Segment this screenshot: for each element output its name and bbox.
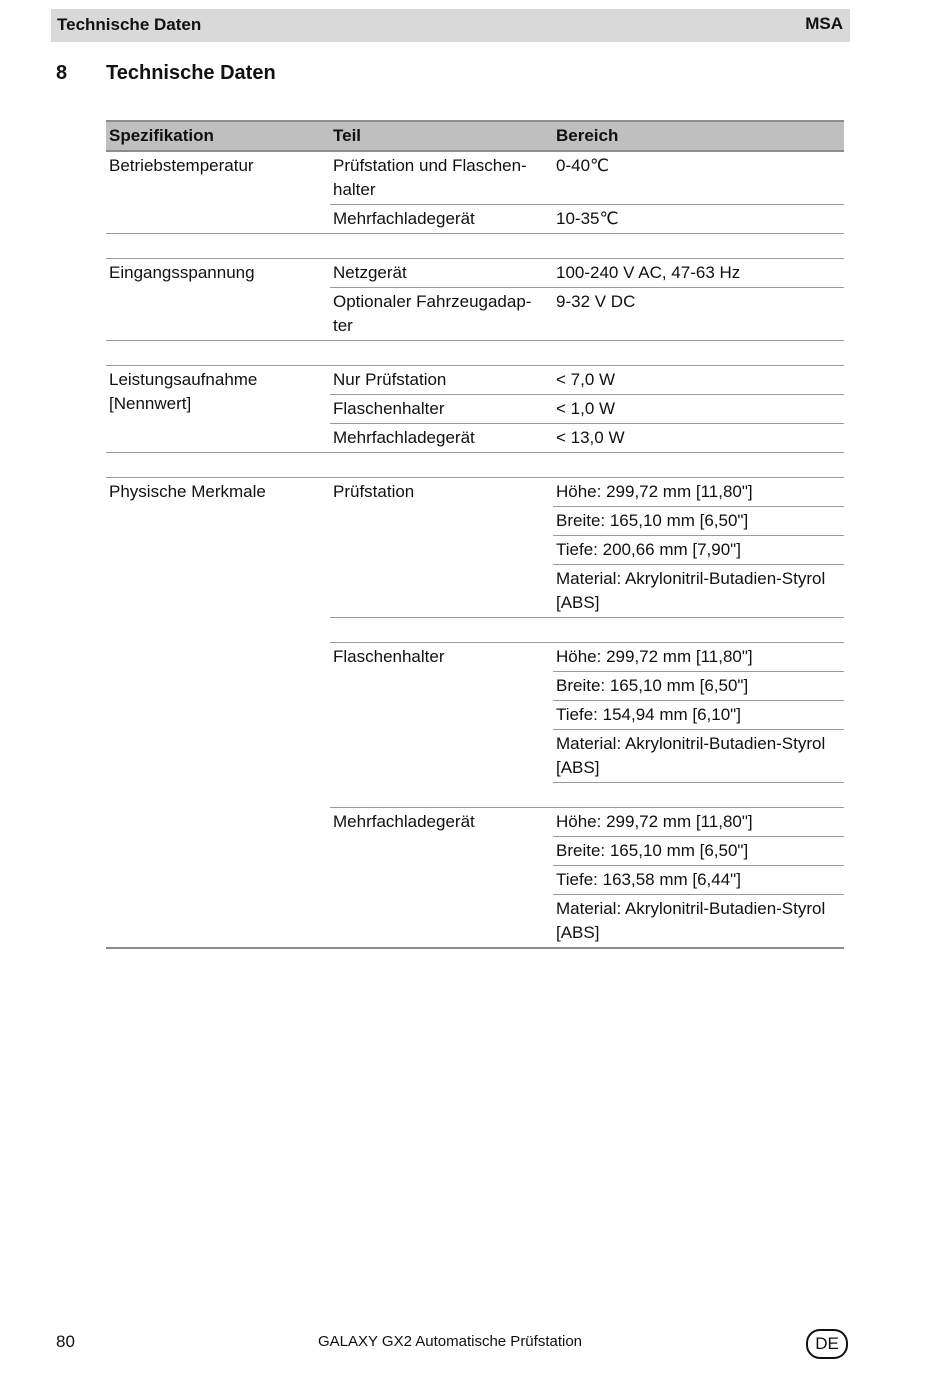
language-badge: DE — [806, 1329, 848, 1359]
page-header — [51, 9, 850, 42]
table-row — [106, 259, 844, 288]
column-header-teil: Teil — [330, 121, 553, 151]
bereich-cell: 0-40℃ — [553, 151, 844, 205]
bereich-cell: Material: Akrylonitril-Butadien-Styrol [ABS] — [553, 895, 844, 949]
table-row — [106, 151, 844, 205]
spec-cell: Physische Merkmale — [106, 478, 330, 949]
header-section-title: Technische Daten — [57, 15, 202, 34]
table-header-row — [106, 121, 844, 151]
table-row — [106, 478, 844, 507]
teil-cell: Mehrfachladegerät — [330, 205, 553, 234]
bereich-cell: Tiefe: 154,94 mm [6,10"] — [553, 701, 844, 730]
teil-cell: Prüfstation und Flaschen-halter — [330, 151, 553, 205]
teil-cell: Mehrfachladegerät — [330, 808, 553, 949]
bereich-cell: Breite: 165,10 mm [6,50"] — [553, 672, 844, 701]
bereich-cell: Material: Akrylonitril-Butadien-Styrol [ABS] — [553, 565, 844, 618]
spacer-row — [106, 341, 844, 366]
teil-cell: Flaschenhalter — [333, 647, 445, 666]
footer-title: GALAXY GX2 Automatische Prüfstation — [317, 1333, 583, 1350]
bereich-cell: < 13,0 W — [553, 424, 844, 453]
bereich-cell: 100-240 V AC, 47-63 Hz — [553, 259, 844, 288]
bereich-cell: Höhe: 299,72 mm [11,80"] — [553, 478, 844, 507]
bereich-cell: 9-32 V DC — [553, 288, 844, 341]
spacer-row — [106, 234, 844, 259]
bereich-cell: < 7,0 W — [553, 366, 844, 395]
spec-table — [106, 120, 844, 949]
page-number: 80 — [56, 1332, 75, 1351]
teil-cell: Optionaler Fahrzeugadap-ter — [330, 288, 553, 341]
section-title: Technische Daten — [106, 62, 276, 84]
bereich-cell: 10-35℃ — [553, 205, 844, 234]
teil-cell: Nur Prüfstation — [330, 366, 553, 395]
teil-cell: Flaschenhalter — [330, 395, 553, 424]
teil-cell: Mehrfachladegerät — [330, 424, 553, 453]
spacer-row — [106, 453, 844, 478]
column-header-spezifikation: Spezifikation — [106, 121, 330, 151]
section-number: 8 — [56, 62, 68, 84]
header-brand: MSA — [805, 14, 843, 33]
bereich-cell: Höhe: 299,72 mm [11,80"] — [553, 643, 844, 672]
teil-cell: Prüfstation — [330, 478, 553, 618]
bereich-cell: Tiefe: 200,66 mm [7,90"] — [553, 536, 844, 565]
column-header-bereich: Bereich — [553, 121, 844, 151]
teil-cell: Netzgerät — [330, 259, 553, 288]
bereich-cell: Höhe: 299,72 mm [11,80"] — [553, 808, 844, 837]
spec-cell: Eingangsspannung — [106, 259, 330, 341]
bereich-cell: Breite: 165,10 mm [6,50"] — [553, 507, 844, 536]
spec-cell: Betriebstemperatur — [106, 151, 330, 234]
bereich-cell: Breite: 165,10 mm [6,50"] — [553, 837, 844, 866]
bereich-cell: Material: Akrylonitril-Butadien-Styrol [ABS] — [553, 730, 844, 783]
spec-cell: Leistungsaufnahme [Nennwert] — [106, 366, 330, 453]
bereich-cell: Tiefe: 163,58 mm [6,44"] — [553, 866, 844, 895]
bereich-cell: < 1,0 W — [553, 395, 844, 424]
table-row — [106, 366, 844, 395]
